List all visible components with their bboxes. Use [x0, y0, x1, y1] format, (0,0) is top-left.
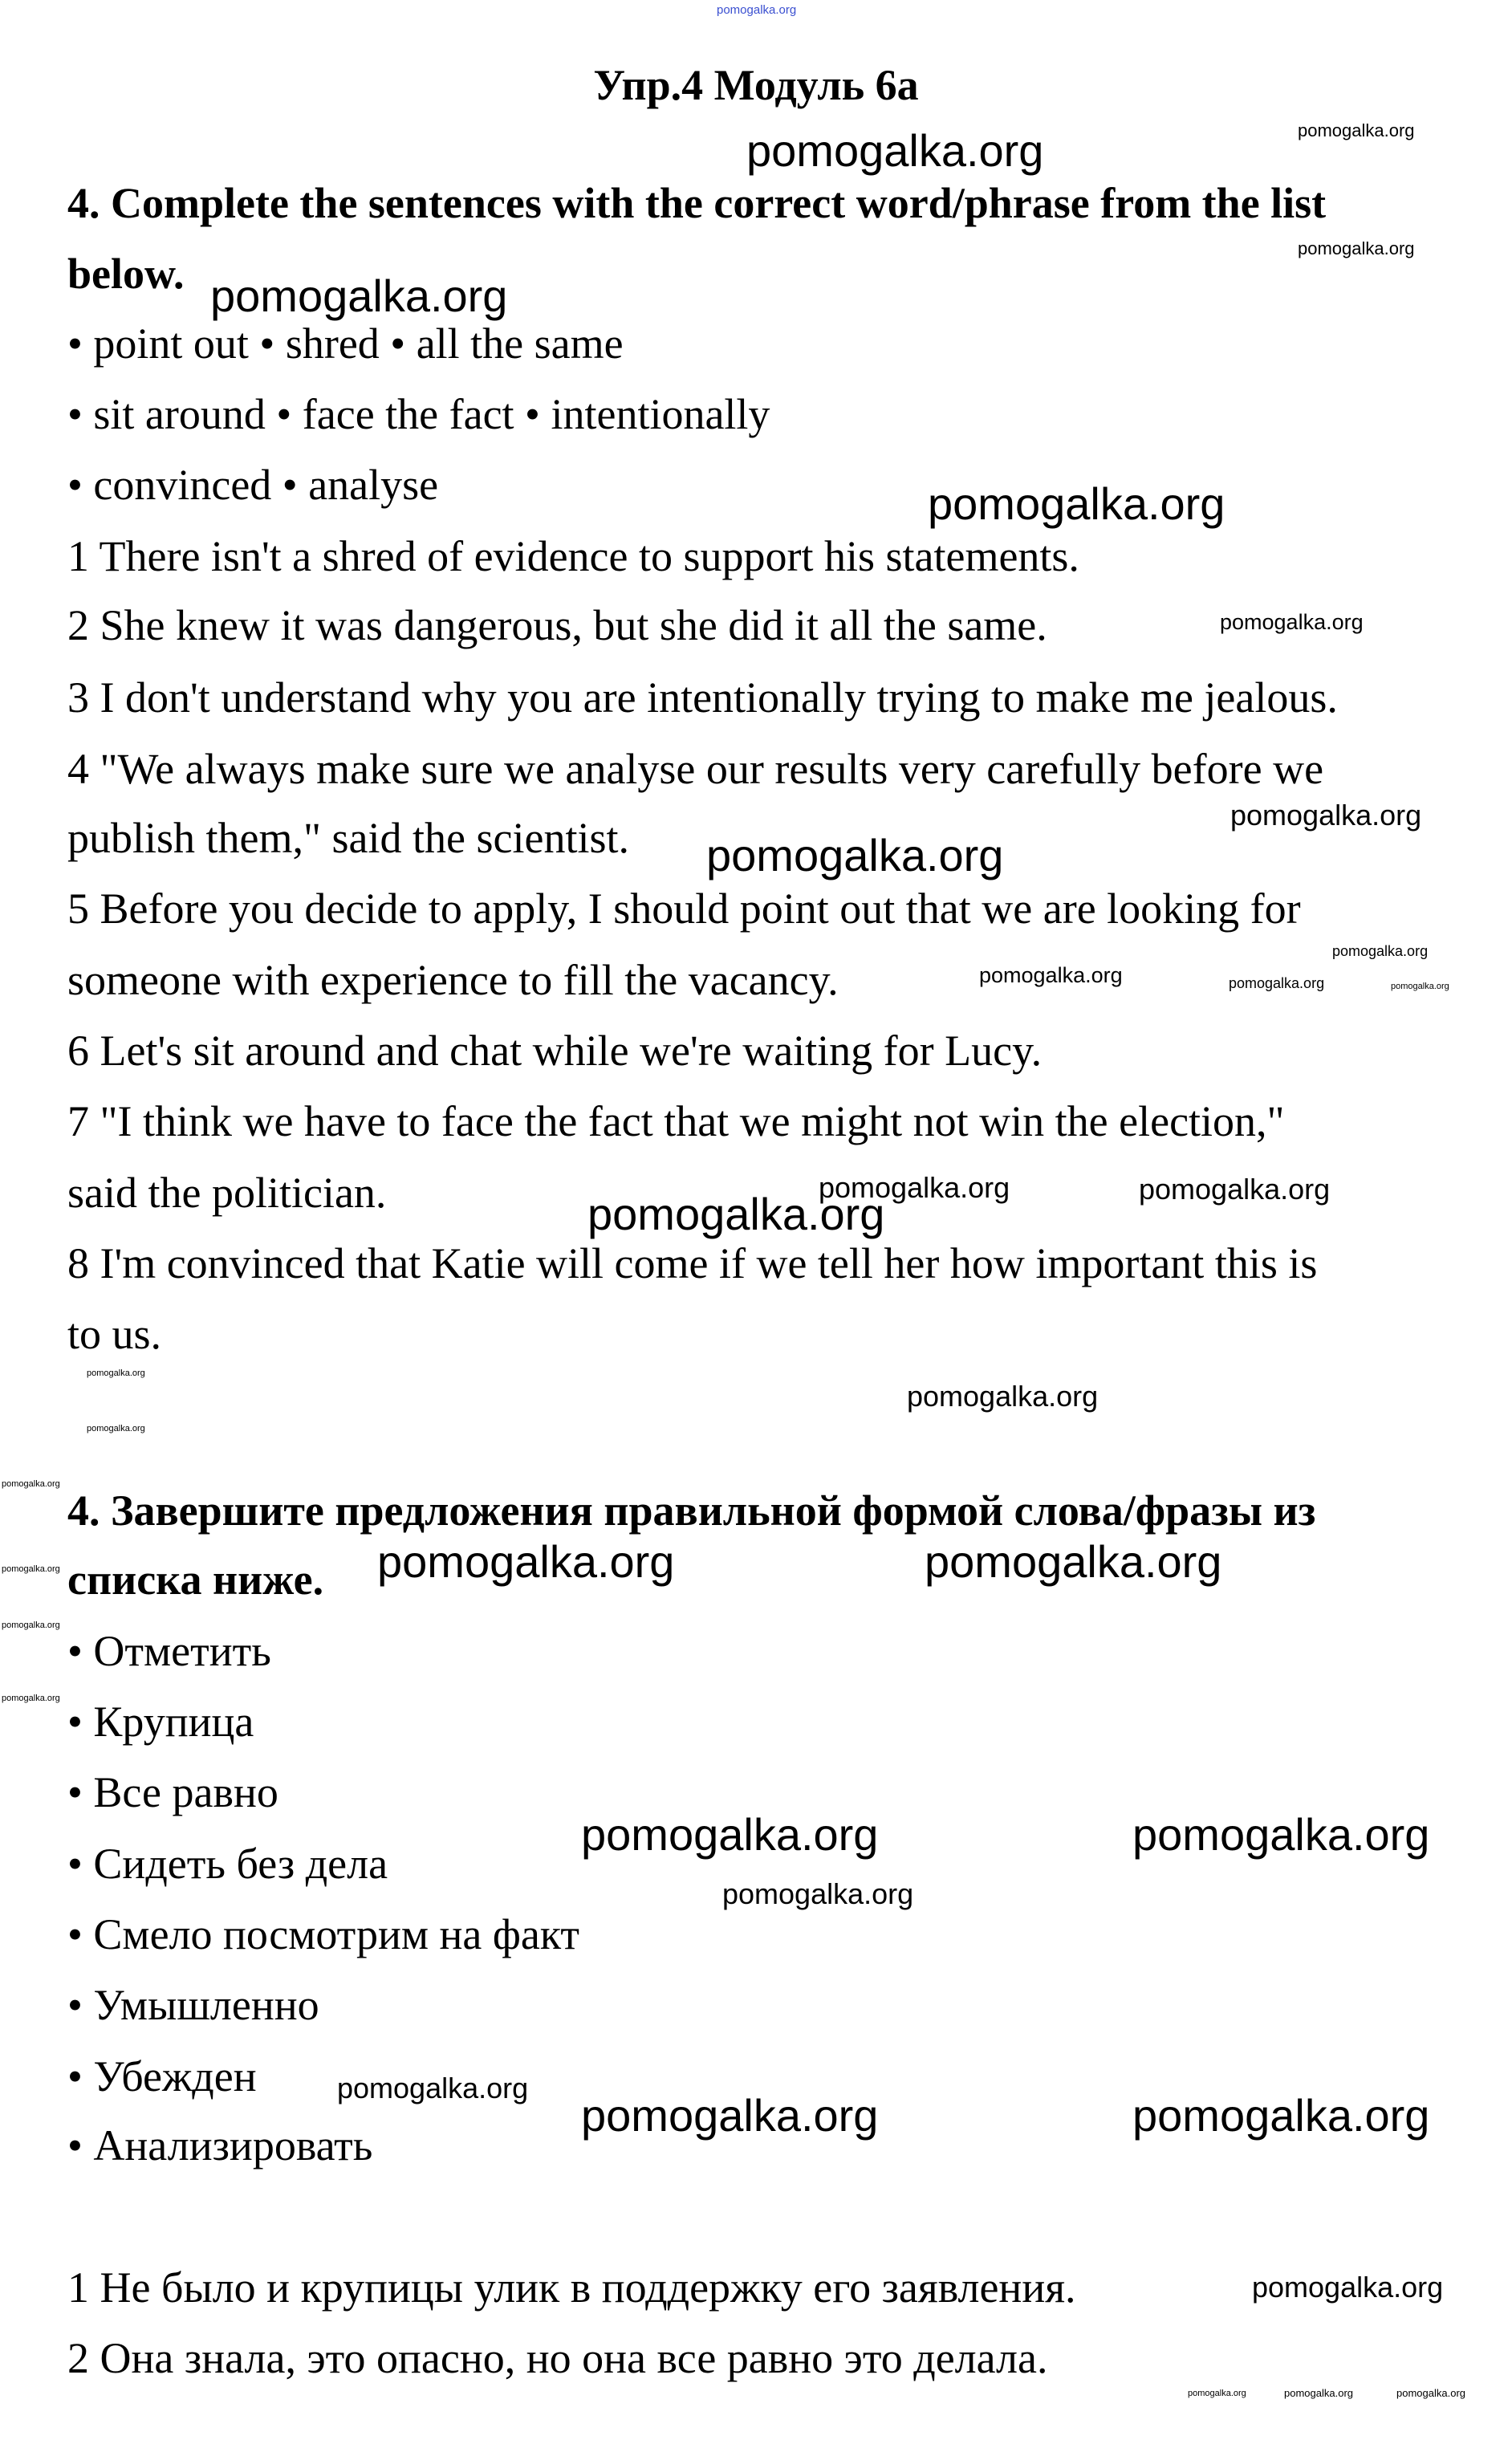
- sentence-line: 6 Let's sit around and chat while we're waiting for Lucy.: [67, 1027, 1043, 1075]
- russian-word-item: • Убежден: [67, 2052, 257, 2100]
- russian-word-item: • Сидеть без дела: [67, 1840, 388, 1888]
- sentence-line: 8 I'm convinced that Katie will come if we tell her how important this is: [67, 1239, 1318, 1287]
- sentence-line: publish them," said the scientist.: [67, 814, 629, 862]
- watermark: pomogalka.org: [2, 1564, 60, 1574]
- sentence-line: 4 "We always make sure we analyse our results very carefully before we: [67, 745, 1324, 793]
- word-list-line: • sit around • face the fact • intentionally: [67, 390, 770, 438]
- sentence-line: 2 She knew it was dangerous, but she did it all the same.: [67, 601, 1047, 649]
- watermark: pomogalka.org: [1139, 1173, 1331, 1206]
- russian-word-item: • Смело посмотрим на факт: [67, 1910, 579, 1958]
- russian-word-item: • Отметить: [67, 1627, 271, 1675]
- russian-word-item: • Все равно: [67, 1768, 278, 1816]
- word-list-line: • point out • shred • all the same: [67, 319, 624, 368]
- russian-sentence: 2 Она знала, это опасно, но она все равно это делала.: [67, 2334, 1048, 2382]
- watermark: pomogalka.org: [928, 478, 1225, 529]
- watermark: pomogalka.org: [1298, 238, 1415, 258]
- watermark: pomogalka.org: [746, 125, 1044, 176]
- sentence-line: to us.: [67, 1310, 162, 1358]
- watermark: pomogalka.org: [819, 1171, 1010, 1204]
- watermark: pomogalka.org: [1332, 943, 1429, 959]
- sentence-line: said the politician.: [67, 1169, 387, 1217]
- watermark: pomogalka.org: [979, 963, 1123, 987]
- watermark: pomogalka.org: [1220, 610, 1364, 634]
- watermark: pomogalka.org: [2, 1694, 60, 1703]
- russian-sentence: 1 Не было и крупицы улик в поддержку его заявления.: [67, 2263, 1076, 2312]
- russian-word-item: • Умышленно: [67, 1981, 319, 2029]
- page-title: Упр.4 Модуль 6а: [593, 61, 919, 109]
- watermark: pomogalka.org: [1298, 120, 1415, 140]
- watermark: pomogalka.org: [706, 830, 1004, 880]
- watermark: pomogalka.org: [1188, 2389, 1246, 2398]
- watermark: pomogalka.org: [87, 1424, 145, 1433]
- sentence-line: someone with experience to fill the vacancy.: [67, 956, 839, 1004]
- top-watermark[interactable]: pomogalka.org: [717, 3, 797, 17]
- watermark: pomogalka.org: [1396, 2387, 1465, 2399]
- watermark: pomogalka.org: [1132, 1809, 1430, 1860]
- watermark: pomogalka.org: [87, 1368, 145, 1378]
- sentence-line: 5 Before you decide to apply, I should point out that we are looking for: [67, 884, 1301, 933]
- watermark: pomogalka.org: [1230, 799, 1422, 832]
- watermark: pomogalka.org: [907, 1380, 1099, 1413]
- watermark: pomogalka.org: [1284, 2387, 1353, 2399]
- watermark: pomogalka.org: [377, 1536, 675, 1587]
- watermark: pomogalka.org: [2, 1479, 60, 1489]
- watermark: pomogalka.org: [1229, 975, 1325, 991]
- watermark: pomogalka.org: [722, 1877, 914, 1910]
- watermark: pomogalka.org: [587, 1189, 885, 1239]
- watermark: pomogalka.org: [1132, 2090, 1430, 2141]
- english-heading-cont: below.: [67, 250, 185, 298]
- english-heading: 4. Complete the sentences with the correct word/phrase from the list: [67, 179, 1327, 227]
- watermark: pomogalka.org: [581, 1809, 879, 1860]
- sentence-line: 3 I don't understand why you are intentionally trying to make me jealous.: [67, 673, 1338, 722]
- russian-heading-cont: списка ниже.: [67, 1555, 324, 1604]
- russian-word-item: • Крупица: [67, 1698, 254, 1746]
- watermark: pomogalka.org: [337, 2072, 529, 2104]
- sentence-line: 7 "I think we have to face the fact that we might not win the election,": [67, 1097, 1285, 1145]
- sentence-line: 1 There isn't a shred of evidence to support his statements.: [67, 532, 1079, 580]
- russian-word-item: • Анализировать: [67, 2121, 373, 2170]
- watermark: pomogalka.org: [1391, 982, 1449, 991]
- watermark: pomogalka.org: [1252, 2271, 1444, 2304]
- watermark: pomogalka.org: [925, 1536, 1222, 1587]
- watermark: pomogalka.org: [2, 1621, 60, 1630]
- watermark: pomogalka.org: [210, 270, 508, 321]
- watermark: pomogalka.org: [581, 2090, 879, 2141]
- russian-heading: 4. Завершите предложения правильной формой слова/фразы из: [67, 1486, 1316, 1535]
- word-list-line: • convinced • analyse: [67, 461, 439, 509]
